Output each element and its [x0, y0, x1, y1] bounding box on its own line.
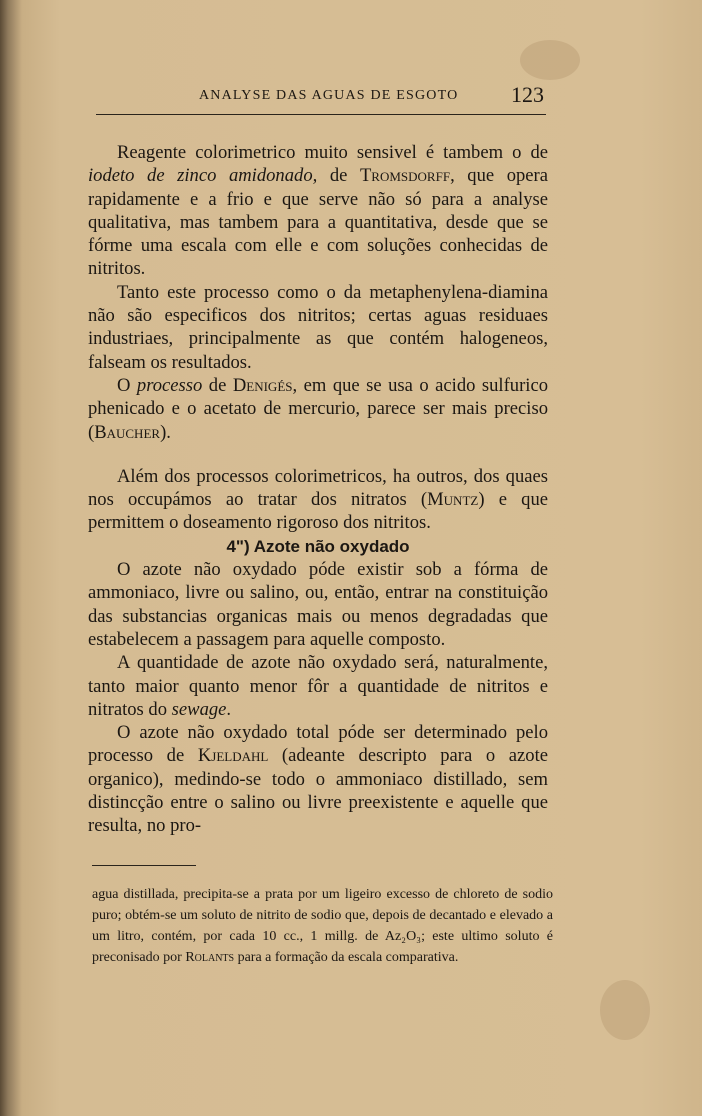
footnote [92, 884, 553, 968]
text: Além dos processos colorimetricos, ha outros, dos quaes nos occupámos ao tratar dos nitratos ( [88, 465, 548, 511]
paragraph [88, 721, 548, 837]
author-name: Muntz [427, 489, 479, 511]
author-name: Tromsdorff [359, 165, 451, 187]
text: (adeante descripto para o azote organico), medindo-se todo o ammoniaco distillado, sem distincção entre o salino ou livre preexistente e aquelle que resulta, no pro- [88, 745, 548, 837]
paragraph [88, 374, 548, 444]
text: A quantidade de azote não oxydado será, naturalmente, tanto maior quanto menor fôr a quantidade de nitritos e nitratos do [88, 652, 548, 720]
paper-stain [520, 40, 580, 80]
text: ). [160, 421, 171, 443]
footnote-rule [92, 865, 196, 866]
text: , em que se usa o acido sulfurico phenicado e o acetato de mercurio, parece ser mais preciso ( [88, 374, 548, 443]
chemical-formula: Az₂O₃ [384, 929, 422, 944]
author-name: Denigés [232, 374, 293, 396]
running-title: ANALYSE DAS AGUAS DE ESGOTO [199, 88, 459, 103]
footnote-text [92, 884, 553, 968]
italic-term: processo [136, 374, 203, 396]
paragraph [88, 141, 548, 281]
page-number: 123 [511, 82, 544, 107]
author-name: Baucher [94, 421, 161, 443]
text: de [317, 165, 360, 187]
text: , que opera rapidamente e a frio e que serve não só para a analyse qualitativa, mas tambem para a quantitativa, desde que se fórme uma escala com elle e com soluções conhecidas de nitritos. [88, 165, 548, 280]
text: ; este ultimo soluto é preconisado por [92, 929, 553, 965]
paragraph [88, 651, 548, 721]
italic-term: iodeto de zinco amidonado, [88, 165, 318, 187]
text: para a formação da escala comparativa. [234, 950, 459, 965]
paragraph-gap [88, 444, 548, 465]
text: O [117, 374, 137, 396]
text: de [202, 374, 233, 396]
author-name: Rolants [185, 950, 235, 965]
text: Reagente colorimetrico muito sensivel é tambem o de [117, 142, 548, 163]
section-heading: 4ʺ) Azote não oxydado [226, 536, 410, 556]
italic-term: sewage [171, 698, 227, 720]
text: agua distillada, precipita-se a prata por um ligeiro excesso de chloreto de sodio puro; obtém-se um soluto de nitrito de sodio que, depois de decantado e elevado a um litro, contém, por cada 10 cc., 1 millg. de [92, 887, 553, 944]
text: ) e que permittem o doseamento rigoroso dos nitritos. [88, 489, 548, 534]
author-name: Kjeldahl [197, 745, 269, 767]
paper-stain [600, 980, 650, 1040]
main-text [88, 141, 548, 838]
page-header [96, 82, 546, 112]
text: . [226, 698, 232, 720]
paragraph: O azote não oxydado póde existir sob a fórma de ammoniaco, livre ou salino, ou, então, entrar na constituição das substancias organicas mais ou menos degradadas que estabelecem a passagem para aquelle composto. [88, 559, 548, 650]
paragraph: Tanto este processo como o da metaphenylena-diamina não são especificos dos nitritos; certas aguas residuaes industriaes, principalmente as que contém halogeneos, falseam os resultados. [88, 281, 548, 373]
paragraph [88, 465, 548, 535]
text: O azote não oxydado total póde ser determinado pelo processo de [88, 722, 548, 767]
header-rule [96, 114, 546, 115]
